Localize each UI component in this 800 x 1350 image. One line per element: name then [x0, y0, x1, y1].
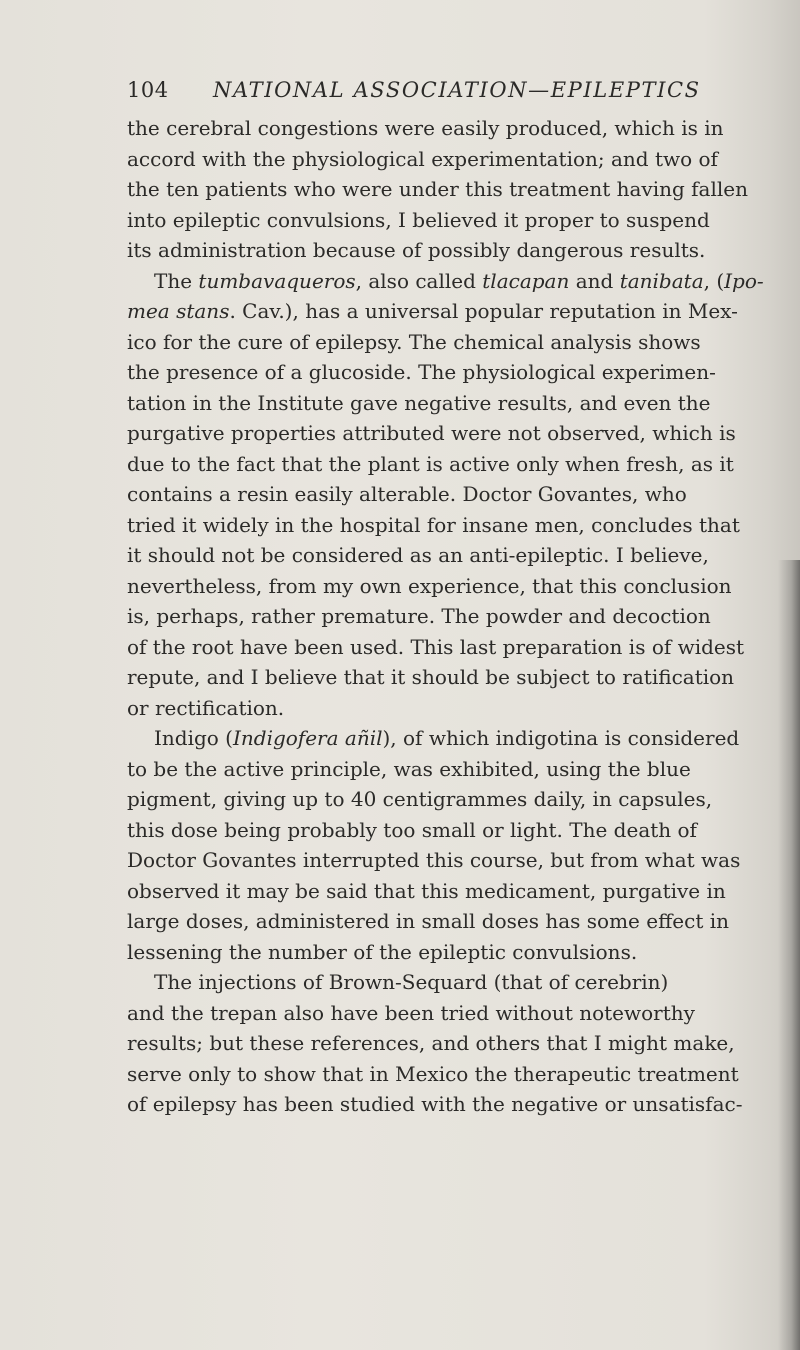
text-line: [127, 1028, 735, 1059]
text-segment: tried it widely in the hospital for insane men, concludes that: [127, 512, 740, 537]
text-segment: into epileptic convulsions, I believed it proper to suspend: [127, 207, 710, 232]
text-segment: Doctor Govantes interrupted this course, but from what was: [127, 848, 741, 872]
text-segment: Indigo (: [154, 726, 233, 750]
page-number: 104: [127, 78, 169, 102]
page-header: [127, 78, 701, 108]
text-line: [127, 601, 711, 632]
text-line: [127, 967, 669, 998]
text-segment: purgative properties attributed were not observed, which is: [127, 421, 736, 445]
italic-text: Indigofera añil: [232, 726, 383, 750]
text-segment: or rectification.: [127, 695, 285, 720]
text-segment: The: [154, 268, 199, 293]
text-line: [127, 876, 726, 907]
text-segment: tation in the Institute gave negative results, and even the: [127, 390, 711, 415]
text-line: [127, 571, 732, 602]
text-line: [127, 418, 736, 449]
text-line: [127, 662, 735, 693]
text-segment: the presence of a glucoside. The physiological experimen-: [127, 360, 716, 384]
text-line: [127, 266, 764, 297]
text-segment: , also called: [355, 268, 483, 293]
text-segment: its administration because of possibly dangerous results.: [127, 238, 706, 262]
text-segment: ico for the cure of epilepsy. The chemical analysis shows: [127, 329, 701, 354]
text-line: [127, 1089, 743, 1120]
text-segment: ), of which indigotina is considered: [382, 726, 740, 750]
text-segment: serve only to show that in Mexico the therapeutic treatment: [127, 1061, 739, 1086]
italic-text: tanibata: [619, 268, 704, 293]
text-line: [127, 693, 657, 724]
text-segment: results; but these references, and others that I might make,: [127, 1031, 735, 1055]
text-segment: the ten patients who were under this treatment having fallen: [127, 177, 748, 201]
text-segment: accord with the physiological experimentation; and two of: [127, 146, 718, 171]
text-segment: due to the fact that the plant is active only when fresh, as it: [127, 451, 734, 476]
text-segment: contains a resin easily alterable. Doctor Govantes, who: [127, 482, 687, 506]
italic-text: Ipo-: [724, 268, 764, 293]
italic-text: tumbavaqueros: [198, 268, 356, 293]
text-line: [127, 144, 718, 175]
text-segment: this dose being probably too small or light. The death of: [127, 817, 697, 842]
text-line: [127, 937, 657, 968]
text-line: [127, 479, 687, 510]
text-line: [127, 449, 734, 480]
text-line: [127, 113, 724, 144]
text-line: [127, 174, 748, 205]
text-line: [127, 784, 713, 815]
text-segment: and the trepan also have been tried without noteworthy: [127, 1000, 695, 1025]
text-segment: nevertheless, from my own experience, that this conclusion: [127, 573, 732, 598]
text-line: [127, 327, 701, 358]
text-segment: and: [569, 268, 620, 293]
text-line: [127, 296, 738, 327]
text-line: [127, 632, 745, 663]
text-line: [127, 998, 695, 1029]
text-line: [127, 815, 697, 846]
text-segment: to be the active principle, was exhibited, using the blue: [127, 756, 691, 781]
text-segment: of the root have been used. This last preparation is of widest: [127, 634, 745, 659]
body-text: [127, 113, 764, 1120]
text-line: [127, 906, 730, 937]
text-line: [127, 845, 741, 876]
text-segment: large doses, administered in small doses has some effect in: [127, 909, 730, 933]
text-line: [127, 723, 740, 754]
text-segment: of epilepsy has been studied with the negative or unsatisfac-: [127, 1092, 743, 1116]
italic-text: tlacapan: [482, 268, 570, 293]
text-segment: pigment, giving up to 40 centigrammes daily, in capsules,: [127, 787, 713, 811]
text-segment: . Cav.), has a universal popular reputation in Mex-: [229, 299, 738, 323]
text-line: [127, 1059, 739, 1090]
text-segment: , (: [703, 268, 725, 293]
text-segment: The injections of Brown-Sequard (that of cerebrin): [154, 970, 669, 994]
running-head: NATIONAL ASSOCIATION—EPILEPTICS: [213, 78, 701, 102]
italic-text: mea stans: [127, 299, 230, 323]
text-line: [127, 754, 691, 785]
text-line: [127, 388, 711, 419]
text-line: [127, 540, 709, 571]
text-line: [127, 205, 710, 236]
text-segment: lessening the number of the epileptic convulsions.: [127, 939, 638, 964]
text-line: [127, 357, 716, 388]
text-segment: observed it may be said that this medicament, purgative in: [127, 878, 726, 903]
text-segment: the cerebral congestions were easily produced, which is in: [127, 116, 724, 140]
text-segment: repute, and I believe that it should be subject to ratification: [127, 665, 735, 689]
text-line: [127, 510, 740, 541]
page-edge-shadow: [778, 560, 800, 1350]
text-segment: it should not be considered as an anti-epileptic. I believe,: [127, 543, 709, 567]
text-line: [127, 235, 706, 266]
text-segment: is, perhaps, rather premature. The powder and decoction: [127, 604, 711, 628]
